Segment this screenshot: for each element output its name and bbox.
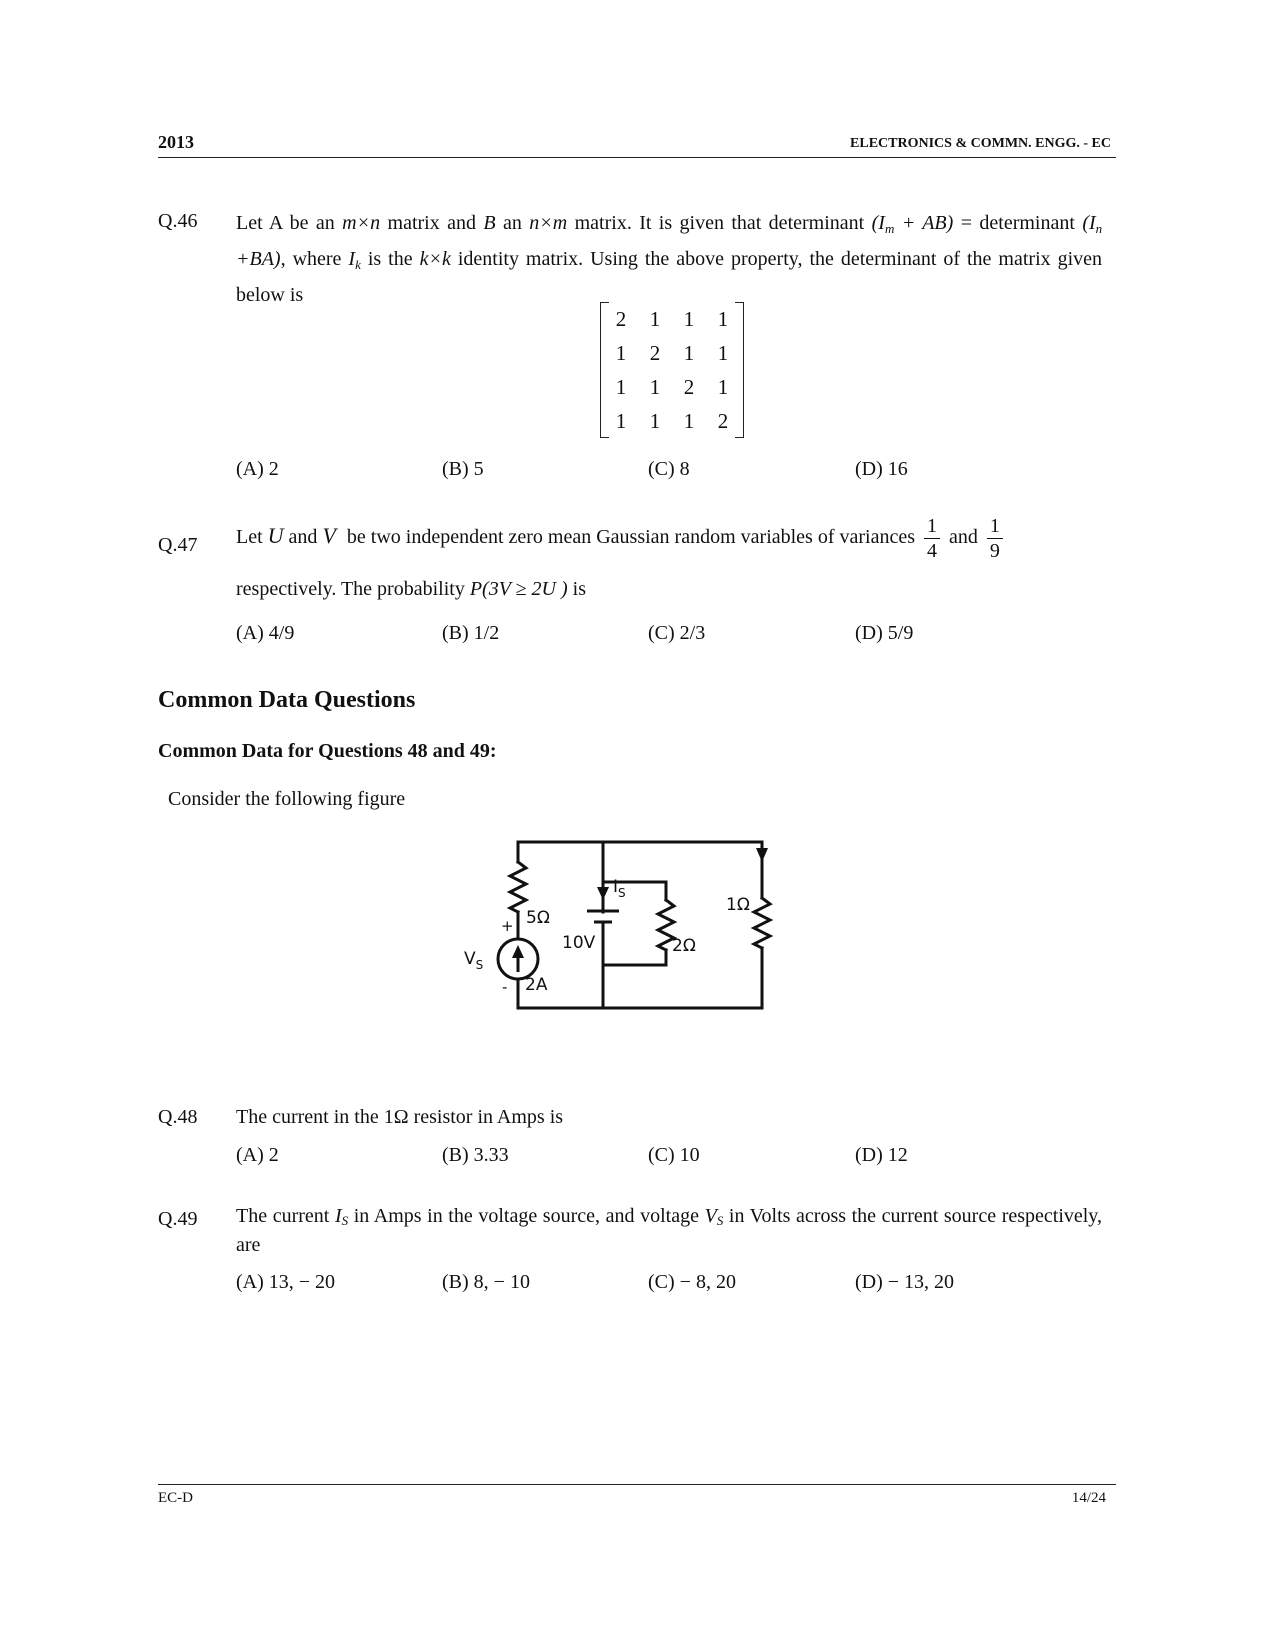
fraction-one-quarter: $\frac{1}{4}$ — [924, 514, 940, 563]
label-5ohm: 5Ω — [526, 908, 550, 928]
q46-text: Let A be an m×n matrix and B an n×m matrix. It is given that determinant $(I_m + AB)$ = determinant $(I_n +BA)$, where $I_k$ is the k×k identity matrix. Using the above property, the determinant of the matrix given below is — [236, 212, 1103, 306]
matrix-right-bracket — [735, 302, 744, 438]
common-data-title: Common Data Questions — [158, 687, 416, 713]
q46-matrix — [600, 302, 744, 438]
q48-option-d[interactable]: (D) 12 — [855, 1144, 908, 1166]
q48-text: The current in the 1Ω resistor in Amps is — [236, 1106, 564, 1128]
consider-figure-text: Consider the following figure — [168, 788, 406, 810]
q49-option-c[interactable]: (C) − 8, 20 — [648, 1271, 736, 1293]
matrix-cell: 1 — [649, 408, 661, 433]
matrix-cell: 1 — [615, 374, 627, 399]
label-minus: - — [502, 978, 508, 996]
q47-option-b[interactable]: (B) 1/2 — [442, 622, 500, 644]
label-10v: 10V — [562, 933, 596, 953]
common-data-subtitle: Common Data for Questions 48 and 49: — [158, 740, 497, 762]
q48-option-b[interactable]: (B) 3.33 — [442, 1144, 509, 1166]
label-2a: 2A — [525, 975, 548, 995]
matrix-cell: 1 — [717, 306, 729, 331]
q48-number: Q.48 — [158, 1106, 198, 1128]
q46-option-a[interactable]: (A) 2 — [236, 458, 279, 480]
right-branch-arrow-icon — [756, 848, 768, 862]
label-1ohm: 1Ω — [726, 895, 750, 915]
q46-number: Q.46 — [158, 210, 198, 232]
circuit-diagram — [0, 820, 1275, 1080]
q49-option-a[interactable]: (A) 13, − 20 — [236, 1271, 336, 1293]
fraction-one-ninth: $\frac{1}{9}$ — [987, 514, 1003, 563]
resistor-5ohm — [510, 862, 526, 912]
footer-rule — [158, 1484, 1116, 1485]
q46-option-d[interactable]: (D) 16 — [855, 458, 908, 480]
footer-page-number: 14/24 — [1071, 1490, 1106, 1506]
matrix-cell: 1 — [683, 306, 695, 331]
current-source-arrow-icon — [512, 945, 524, 958]
matrix-cell: 1 — [683, 340, 695, 365]
q46-option-b[interactable]: (B) 5 — [442, 458, 484, 480]
header-rule — [158, 157, 1116, 158]
is-arrow-icon — [597, 887, 609, 900]
matrix-left-bracket — [600, 302, 609, 438]
label-2ohm: 2Ω — [672, 936, 696, 956]
q47-option-a[interactable]: (A) 4/9 — [236, 622, 295, 644]
q49-option-b[interactable]: (B) 8, − 10 — [442, 1271, 530, 1293]
q47-number: Q.47 — [158, 534, 198, 556]
matrix-cell: 1 — [717, 374, 729, 399]
footer-code: EC-D — [158, 1490, 193, 1506]
q47-option-d[interactable]: (D) 5/9 — [855, 622, 914, 644]
matrix-cell: 1 — [615, 340, 627, 365]
header-subject: ELECTRONICS & COMMN. ENGG. - EC — [850, 136, 1111, 151]
resistor-1ohm — [754, 898, 770, 948]
q48-option-a[interactable]: (A) 2 — [236, 1144, 279, 1166]
matrix-cell: 2 — [615, 306, 627, 331]
q49-number: Q.49 — [158, 1208, 198, 1230]
q49-text: The current IS in Amps in the voltage source, and voltage VS in Volts across the current source respectively, are — [236, 1205, 1103, 1256]
label-is: $I_S$ — [613, 877, 626, 900]
matrix-cell: 1 — [717, 340, 729, 365]
matrix-cell: 1 — [649, 374, 661, 399]
q48-option-c[interactable]: (C) 10 — [648, 1144, 700, 1166]
header-year: 2013 — [158, 132, 194, 152]
matrix-cell: 2 — [717, 408, 729, 433]
label-vs: $V_S$ — [464, 949, 484, 972]
matrix-cell: 1 — [615, 408, 627, 433]
q47-option-c[interactable]: (C) 2/3 — [648, 622, 706, 644]
matrix-cell: 1 — [649, 306, 661, 331]
matrix-cell: 2 — [683, 374, 695, 399]
q49-option-d[interactable]: (D) − 13, 20 — [855, 1271, 955, 1293]
matrix-cell: 1 — [683, 408, 695, 433]
q47-line1: Let U and V be two independent zero mean Gaussian random variables of variances $\frac{1}{4}$ and $\frac{1}{9}$ — [236, 514, 1102, 574]
q46-option-c[interactable]: (C) 8 — [648, 458, 690, 480]
matrix-cell: 2 — [649, 340, 661, 365]
label-plus: + — [501, 917, 514, 935]
q47-line2: respectively. The probability P(3V ≥ 2U ) is — [236, 578, 586, 600]
